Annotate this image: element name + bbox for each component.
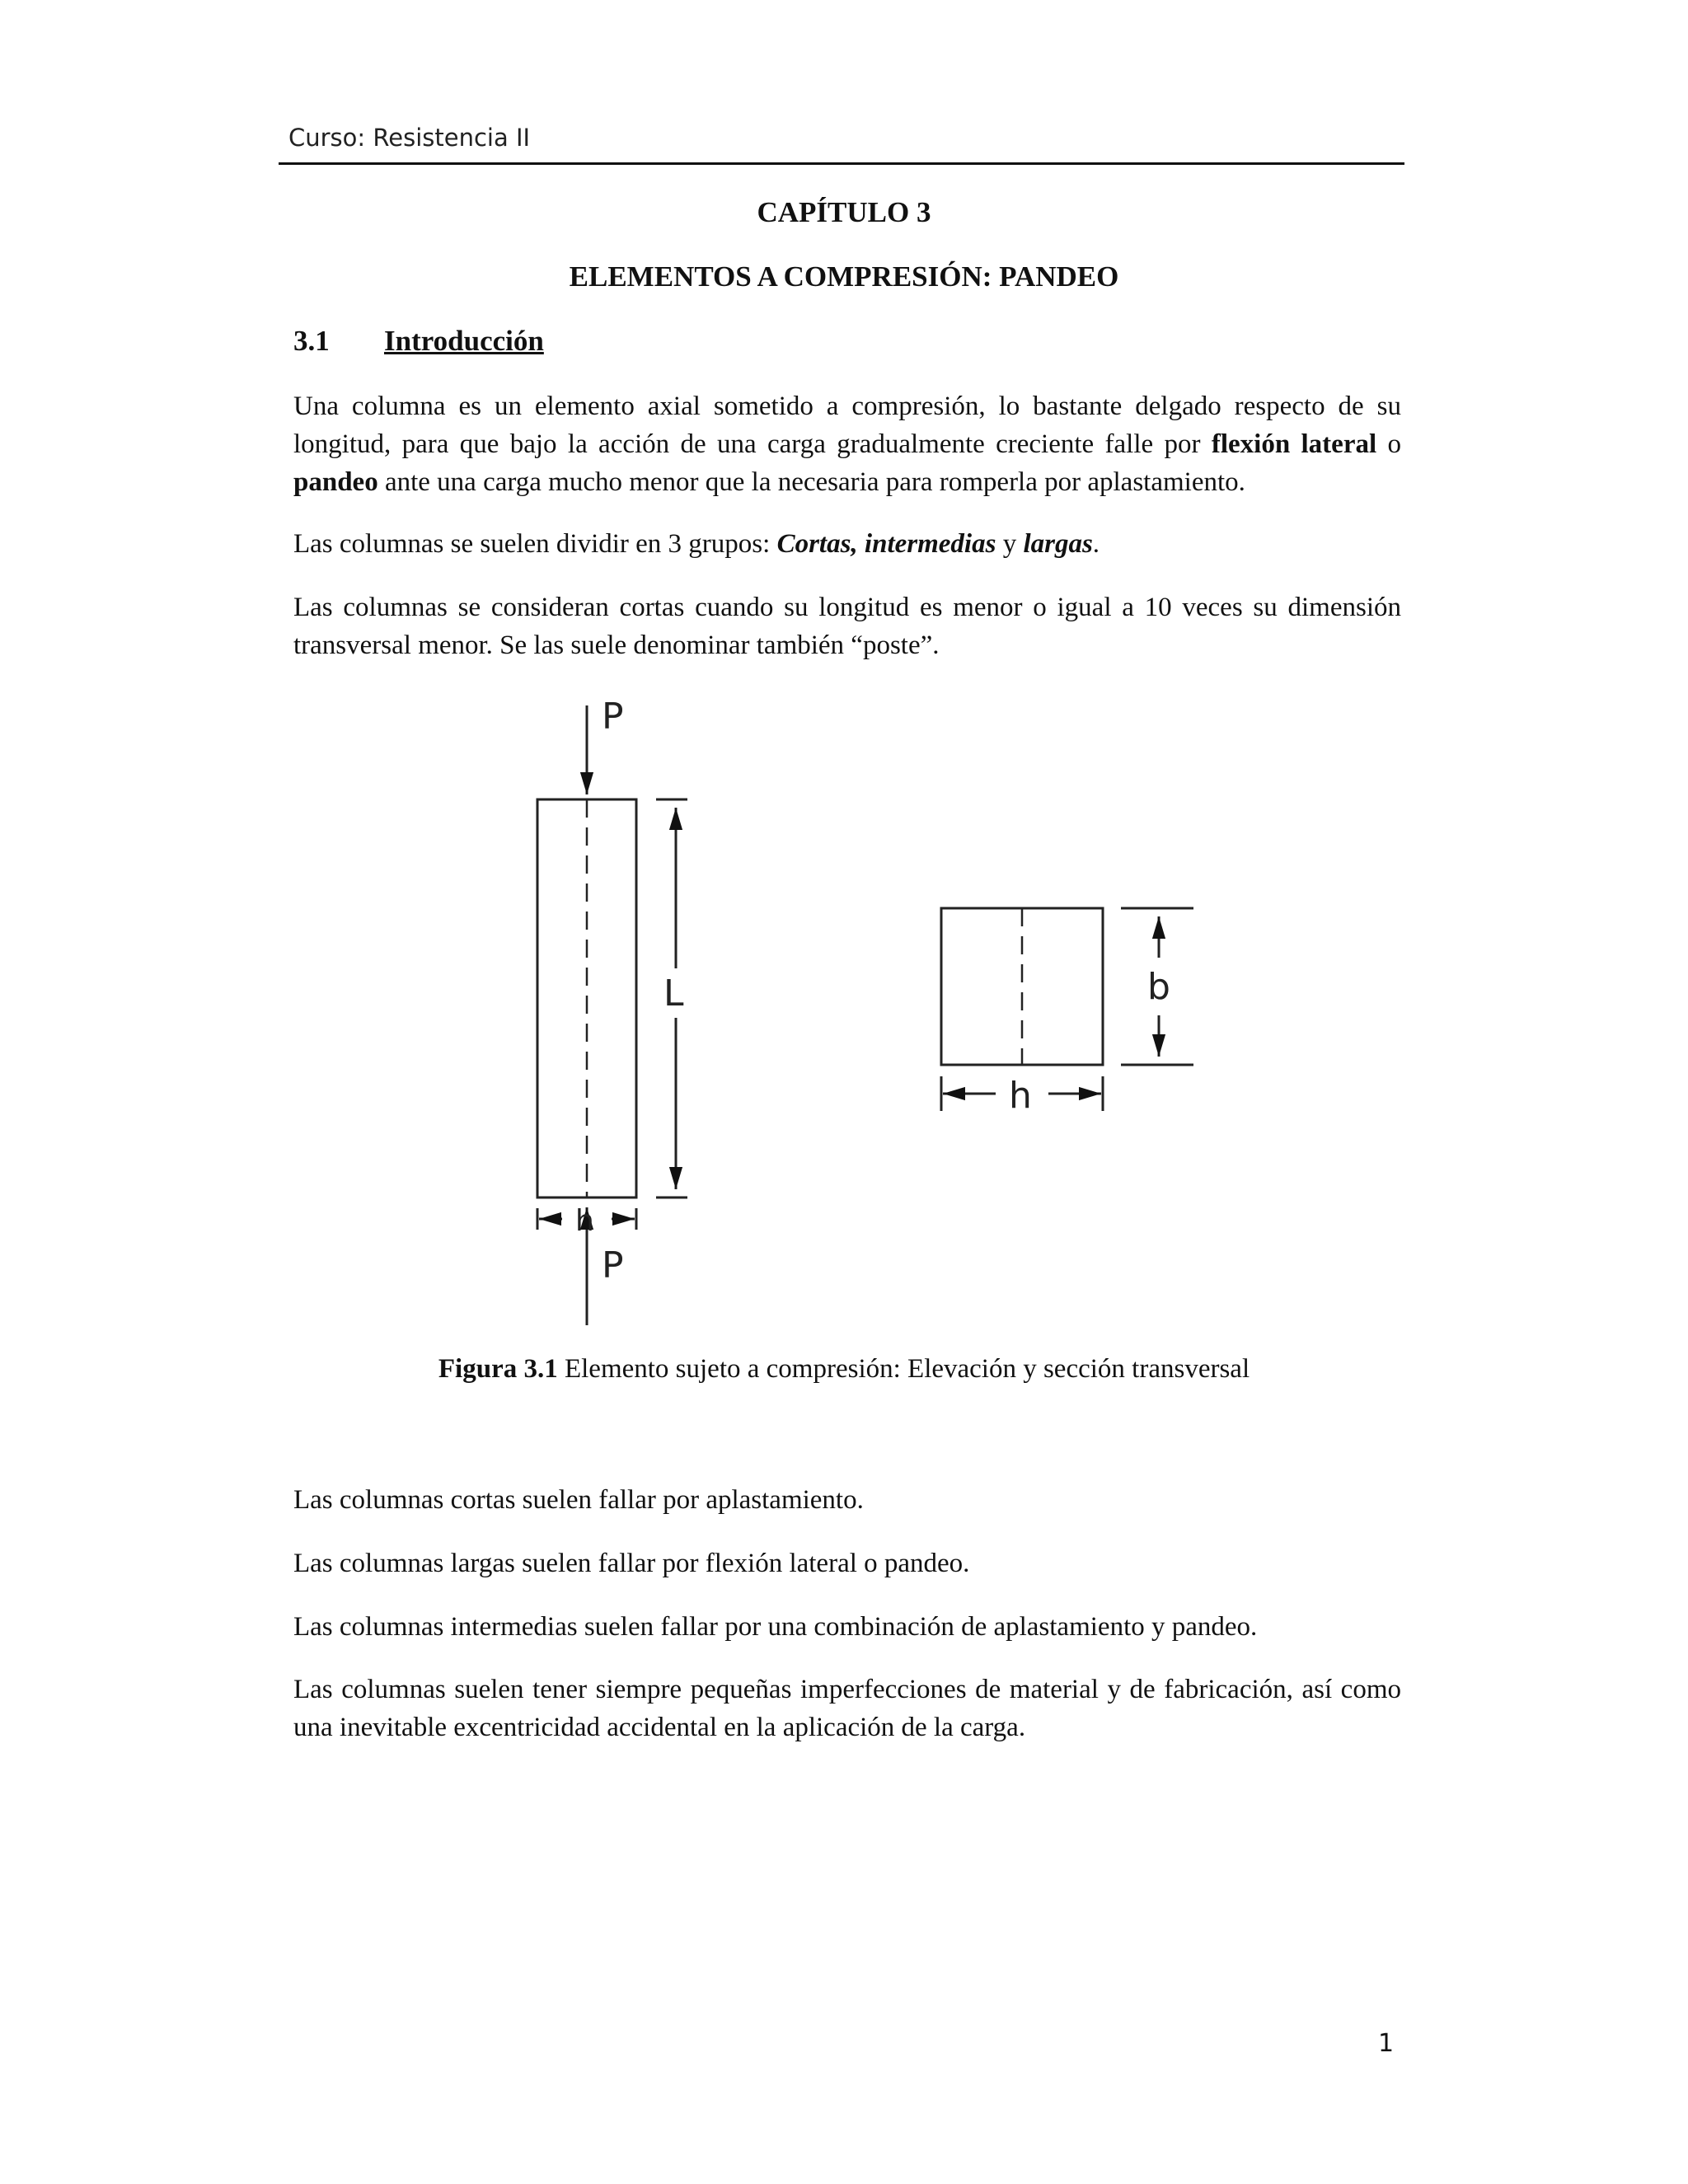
- p2-bold-cortas: Cortas, intermedias: [776, 529, 996, 559]
- paragraph-intermediate-failure: Las columnas intermedias suelen fallar por una combinación de aplastamiento y pandeo.: [293, 1612, 1258, 1642]
- chapter-number: CAPÍTULO 3: [757, 196, 931, 228]
- p1-bold-pandeo: pandeo: [293, 467, 378, 497]
- cross-section: [941, 908, 1103, 1065]
- header-rule: [279, 162, 1404, 165]
- section-heading: [293, 325, 544, 358]
- p2-text-a: Las columnas se suelen dividir en 3 grupos:: [293, 529, 777, 559]
- caption-label: Figura 3.1: [438, 1354, 558, 1384]
- p1-text-e: ante una carga mucho menor que la necesaria para romperla por aplastamiento.: [377, 467, 1245, 497]
- label-b-section: b: [1147, 966, 1170, 1008]
- label-h-section: h: [1009, 1075, 1032, 1117]
- chapter-title: ELEMENTOS A COMPRESIÓN: PANDEO: [569, 260, 1119, 293]
- label-length: L: [663, 972, 684, 1015]
- section-number: 3.1: [293, 325, 330, 357]
- p2-text-e: .: [1092, 529, 1100, 559]
- label-p-bottom: P: [602, 1244, 624, 1286]
- figure-column: [495, 692, 1236, 1339]
- caption-text: Elemento sujeto a compresión: Elevación y sección transversal: [557, 1354, 1250, 1384]
- p1-bold-flexion: flexión lateral: [1211, 429, 1377, 459]
- figure-drawing: [495, 692, 1236, 1335]
- page-number: 1: [1378, 2029, 1395, 2058]
- label-h-elevation: h: [575, 1204, 594, 1238]
- running-header: Curso: Resistencia II: [288, 124, 531, 152]
- paragraph-short-columns: Las columnas se consideran cortas cuando su longitud es menor o igual a 10 veces su dimensión transversal menor. Se las suele denominar también “poste”.: [293, 593, 1401, 660]
- p2-text-c: y: [996, 529, 1024, 559]
- label-p-top: P: [602, 696, 624, 738]
- paragraph-groups: [293, 525, 1401, 563]
- paragraph-long-failure: Las columnas largas suelen fallar por flexión lateral o pandeo.: [293, 1549, 970, 1578]
- p1-text-a: Una columna es un elemento axial sometido a compresión, lo bastante delgado respecto de su longitud, para que bajo la acción de una carga gradualmente creciente falle por: [293, 391, 1401, 459]
- paragraph-definition: [293, 387, 1401, 501]
- paragraph-short-failure: Las columnas cortas suelen fallar por aplastamiento.: [293, 1485, 864, 1515]
- figure-caption: [0, 1354, 1688, 1385]
- section-title: Introducción: [384, 325, 544, 357]
- paragraph-imperfections: Las columnas suelen tener siempre pequeñas imperfecciones de material y de fabricación, así como una inevitable excentricidad accidental en la aplicación de la carga.: [293, 1675, 1401, 1742]
- p1-text-c: o: [1376, 429, 1401, 459]
- p2-bold-largas: largas: [1023, 529, 1093, 559]
